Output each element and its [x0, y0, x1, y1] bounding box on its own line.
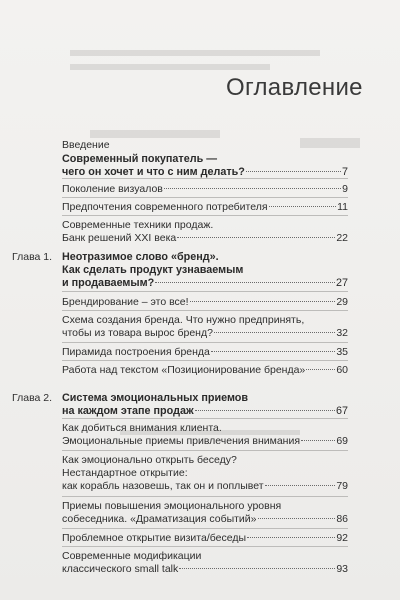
- entry-text: Эмоциональные приемы привлечения внимания: [62, 435, 301, 447]
- entry-text: Схема создания бренда. Что нужно предпринять,: [62, 314, 305, 326]
- divider: [62, 528, 348, 529]
- entry-text: Проблемное открытие визита/беседы: [62, 532, 247, 544]
- page-number: 92: [336, 532, 348, 544]
- toc-entry[interactable]: [62, 454, 348, 493]
- divider: [62, 450, 348, 451]
- chapter1-heading[interactable]: [62, 251, 348, 290]
- entry-text: Работа над текстом «Позиционирование бренда»: [62, 364, 306, 376]
- intro-label: Введение: [62, 139, 110, 151]
- divider: [62, 360, 348, 361]
- chapter1-heading-line2: Как сделать продукт узнаваемым: [62, 264, 244, 276]
- entry-text: Современные модификации: [62, 550, 202, 562]
- toc-entry[interactable]: [62, 500, 348, 526]
- divider: [62, 215, 348, 216]
- page-number: 7: [341, 166, 348, 178]
- entry-text: Нестандартное открытие:: [62, 467, 188, 479]
- page-title: Оглавление: [226, 74, 363, 101]
- entry-text: Брендирование – это все!: [62, 296, 189, 308]
- page-number: 86: [336, 513, 348, 525]
- entry-text: чтобы из товара вырос бренд?: [62, 327, 213, 339]
- toc-entry[interactable]: [62, 314, 348, 340]
- page-number: 22: [336, 232, 348, 244]
- intro-heading-text: чего он хочет и что с ним делать?: [62, 166, 245, 178]
- dot-leader: [211, 351, 335, 352]
- divider: [62, 178, 348, 179]
- page-number: 27: [335, 277, 348, 289]
- dot-leader: [164, 188, 341, 189]
- entry-text: Как добиться внимания клиента.: [62, 422, 222, 434]
- chapter1-label: Глава 1.: [12, 251, 53, 263]
- dot-leader: [265, 485, 336, 486]
- intro-heading-line1: Современный покупатель —: [62, 153, 218, 165]
- toc-entry[interactable]: [62, 183, 348, 196]
- divider: [62, 197, 348, 198]
- entry-text: как корабль назовешь, так он и поплывет: [62, 480, 264, 492]
- dot-leader: [155, 282, 335, 283]
- toc-entry[interactable]: [62, 201, 348, 214]
- dot-leader: [179, 568, 335, 569]
- page-number: 79: [336, 480, 348, 492]
- toc-entry[interactable]: [62, 364, 348, 377]
- divider: [62, 418, 348, 419]
- chapter2-heading-line1: Система эмоциональных приемов: [62, 392, 249, 404]
- dot-leader: [195, 410, 335, 411]
- chapter1-heading-text: и продаваемым?: [62, 277, 155, 289]
- dot-leader: [306, 369, 335, 370]
- entry-text: Банк решений XXI века: [62, 232, 177, 244]
- chapter2-heading-line2: [62, 405, 348, 418]
- dot-leader: [269, 206, 337, 207]
- entry-text: Поколение визуалов: [62, 183, 163, 195]
- dot-leader: [177, 237, 335, 238]
- toc-entry[interactable]: [62, 296, 348, 309]
- page-number: 35: [336, 346, 348, 358]
- dot-leader: [190, 301, 336, 302]
- dot-leader: [258, 518, 336, 519]
- intro-heading[interactable]: [62, 153, 348, 179]
- toc-entry[interactable]: [62, 532, 348, 545]
- entry-text: Пирамида построения бренда: [62, 346, 210, 358]
- dot-leader: [214, 332, 335, 333]
- entry-text: Как эмоционально открыть беседу?: [62, 454, 237, 466]
- page-number: 32: [336, 327, 348, 339]
- entry-text: Приемы повышения эмоционального уровня: [62, 500, 282, 512]
- divider: [62, 546, 348, 547]
- toc-entry[interactable]: [62, 422, 348, 448]
- divider: [62, 342, 348, 343]
- divider: [62, 291, 348, 292]
- divider: [62, 310, 348, 311]
- page-number: 29: [336, 296, 348, 308]
- toc-entry[interactable]: [62, 346, 348, 359]
- page-number: 67: [335, 405, 348, 417]
- page-number: 60: [336, 364, 348, 376]
- dot-leader: [246, 171, 341, 172]
- page-number: 11: [337, 201, 348, 213]
- entry-text: Современные техники продаж.: [62, 219, 214, 231]
- page-number: 9: [342, 183, 348, 195]
- page-number: 93: [336, 563, 348, 575]
- toc-entry[interactable]: [62, 219, 348, 245]
- chapter1-heading-line3: [62, 277, 348, 290]
- entry-text: Предпочтения современного потребителя: [62, 201, 268, 213]
- entry-text: собеседника. «Драматизация событий»: [62, 513, 257, 525]
- entry-text: классического small talk: [62, 563, 179, 575]
- chapter2-label: Глава 2.: [12, 392, 53, 404]
- chapter2-heading-text: на каждом этапе продаж: [62, 405, 194, 417]
- chapter2-heading[interactable]: [62, 392, 348, 418]
- chapter1-heading-line1: Неотразимое слово «бренд».: [62, 251, 219, 263]
- dot-leader: [301, 440, 335, 441]
- dot-leader: [247, 537, 335, 538]
- divider: [62, 496, 348, 497]
- toc-entry[interactable]: [62, 550, 348, 576]
- page-number: 69: [336, 435, 348, 447]
